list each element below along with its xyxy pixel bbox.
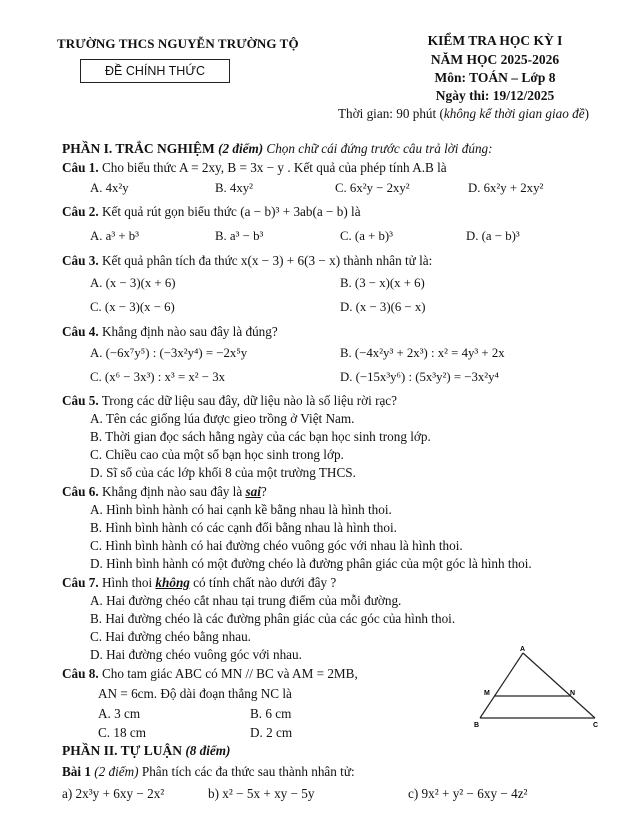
q3-label: Câu 3. bbox=[62, 253, 99, 268]
q8-option-b: B. 6 cm bbox=[250, 706, 292, 721]
school-year: NĂM HỌC 2025-2026 bbox=[430, 52, 560, 67]
bai1-heading bbox=[62, 764, 355, 780]
q6-label: Câu 6. bbox=[62, 484, 99, 499]
q5-option-c: C. Chiều cao của một số bạn học sinh trong lớp. bbox=[90, 447, 344, 462]
q4-option-c: C. (x⁶ − 3x³) : x³ = x² − 3x bbox=[90, 370, 226, 384]
q6-option-b: B. Hình bình hành có các cạnh đối bằng nhau là hình thoi. bbox=[90, 520, 397, 535]
subject: Môn: TOÁN – Lớp 8 bbox=[434, 70, 556, 85]
question-8 bbox=[62, 666, 358, 682]
q3-option-a: A. (x − 3)(x + 6) bbox=[90, 276, 176, 290]
side-ac bbox=[523, 653, 595, 718]
q3-text: Kết quả phân tích đa thức x(x − 3) + 6(3 − x) thành nhân tử là: bbox=[101, 253, 433, 268]
part2-points: (8 điểm) bbox=[185, 743, 231, 758]
q2-label: Câu 2. bbox=[62, 204, 99, 219]
q5-option-b: B. Thời gian đọc sách hằng ngày của các bạn học sinh trong lớp. bbox=[90, 429, 431, 444]
duration-text: Thời gian: 90 phút ( bbox=[338, 106, 444, 121]
q6-emphasis: sai bbox=[245, 484, 261, 499]
q1-text: Cho biểu thức A = 2xy, B = 3x − y . Kết quả của phép tính A.B là bbox=[101, 160, 447, 175]
part1-instruction: Chọn chữ cái đứng trước câu trả lời đúng: bbox=[266, 141, 493, 156]
q4-label: Câu 4. bbox=[62, 324, 99, 339]
question-2 bbox=[62, 204, 361, 220]
q7-option-b: B. Hai đường chéo là các đường phân giác của các góc của hình thoi. bbox=[90, 611, 456, 626]
q7-option-a: A. Hai đường chéo cắt nhau tại trung điểm của mỗi đường. bbox=[90, 593, 402, 608]
q7-option-d: D. Hai đường chéo vuông góc với nhau. bbox=[90, 647, 302, 662]
part1-points: (2 điểm) bbox=[218, 141, 264, 156]
bai1-points: (2 điểm) bbox=[94, 764, 139, 779]
exam-title: KIỂM TRA HỌC KỲ I bbox=[427, 33, 563, 48]
triangle-figure bbox=[470, 643, 610, 733]
q6-text-end: ? bbox=[260, 484, 267, 499]
bai1-item-b: b) x² − 5x + xy − 5y bbox=[208, 786, 315, 801]
q5-option-d: D. Sĩ số của các lớp khối 8 của một trường THCS. bbox=[90, 465, 356, 480]
q5-option-a: A. Tên các giống lúa được gieo trồng ở Việt Nam. bbox=[90, 411, 355, 426]
question-3 bbox=[62, 253, 432, 269]
q2-option-b: B. a³ − b³ bbox=[215, 229, 264, 243]
duration-note: không kể thời gian giao đề bbox=[443, 106, 585, 121]
q2-option-d: D. (a − b)³ bbox=[466, 229, 520, 243]
part2-title: PHẦN II. TỰ LUẬN bbox=[62, 743, 183, 758]
exam-duration bbox=[338, 106, 589, 122]
question-4 bbox=[62, 324, 278, 340]
q2-text: Kết quả rút gọn biểu thức (a − b)³ + 3ab(a − b) là bbox=[101, 204, 361, 219]
q1-label: Câu 1. bbox=[62, 160, 99, 175]
q1-option-b: B. 4xy² bbox=[215, 181, 253, 195]
side-ab bbox=[480, 653, 523, 718]
label-b: B bbox=[474, 722, 480, 729]
q7-text-end: có tính chất nào dưới đây ? bbox=[193, 575, 337, 590]
question-1 bbox=[62, 160, 447, 176]
q5-label: Câu 5. bbox=[62, 393, 99, 408]
q3-option-b: B. (3 − x)(x + 6) bbox=[340, 276, 425, 290]
q2-option-c: C. (a + b)³ bbox=[340, 229, 393, 243]
question-7 bbox=[62, 575, 336, 591]
question-6 bbox=[62, 484, 267, 500]
q8-option-c: C. 18 cm bbox=[98, 725, 146, 740]
q8-label: Câu 8. bbox=[62, 666, 99, 681]
q8-text: Cho tam giác ABC có MN // BC và AM = 2MB, bbox=[101, 666, 358, 681]
q8-option-d: D. 2 cm bbox=[250, 725, 293, 740]
bai1-label: Bài 1 bbox=[62, 764, 91, 779]
q1-option-a: A. 4x²y bbox=[90, 181, 129, 195]
q3-option-d: D. (x − 3)(6 − x) bbox=[340, 300, 426, 314]
label-n: N bbox=[570, 690, 576, 697]
bai1-text: Phân tích các đa thức sau thành nhân tử: bbox=[141, 764, 355, 779]
part1-title: PHẦN I. TRẮC NGHIỆM bbox=[62, 141, 215, 156]
part1-heading bbox=[62, 141, 493, 157]
q6-option-c: C. Hình bình hành có hai đường chéo vuông góc với nhau là hình thoi. bbox=[90, 538, 463, 553]
bai1-item-c: c) 9x² + y² − 6xy − 4z² bbox=[408, 786, 528, 801]
q1-option-d: D. 6x²y + 2xy² bbox=[468, 181, 544, 195]
q4-option-b: B. (−4x²y³ + 2x³) : x² = 4y³ + 2x bbox=[340, 346, 505, 360]
q6-option-d: D. Hình bình hành có một đường chéo là đường phân giác của một góc là hình thoi. bbox=[90, 556, 532, 571]
q7-emphasis: không bbox=[155, 575, 190, 590]
q6-text: Khẳng định nào sau đây là bbox=[101, 484, 243, 499]
exam-date: Ngày thi: 19/12/2025 bbox=[435, 88, 555, 103]
q4-option-a: A. (−6x⁷y⁵) : (−3x²y⁴) = −2x⁵y bbox=[90, 346, 248, 360]
duration-close: ) bbox=[584, 106, 589, 121]
q2-option-a: A. a³ + b³ bbox=[90, 229, 140, 243]
q8-text-line2: AN = 6cm. Độ dài đoạn thẳng NC là bbox=[98, 686, 292, 701]
school-name: TRƯỜNG THCS NGUYỄN TRƯỜNG TỘ bbox=[57, 36, 299, 51]
q7-text: Hình thoi bbox=[101, 575, 153, 590]
label-c: C bbox=[593, 722, 599, 729]
q4-text: Khẳng định nào sau đây là đúng? bbox=[101, 324, 278, 339]
label-a: A bbox=[520, 646, 526, 653]
q6-option-a: A. Hình bình hành có hai cạnh kề bằng nhau là hình thoi. bbox=[90, 502, 392, 517]
question-5 bbox=[62, 393, 397, 409]
q5-text: Trong các dữ liệu sau đây, dữ liệu nào là số liệu rời rạc? bbox=[101, 393, 398, 408]
part2-heading bbox=[62, 743, 230, 759]
q3-option-c: C. (x − 3)(x − 6) bbox=[90, 300, 175, 314]
q7-option-c: C. Hai đường chéo bằng nhau. bbox=[90, 629, 251, 644]
q4-option-d: D. (−15x³y⁶) : (5x³y²) = −3x²y⁴ bbox=[340, 370, 499, 384]
official-exam-label: ĐỀ CHÍNH THỨC bbox=[104, 64, 206, 78]
q7-label: Câu 7. bbox=[62, 575, 99, 590]
q1-option-c: C. 6x²y − 2xy² bbox=[335, 181, 410, 195]
q8-option-a: A. 3 cm bbox=[98, 706, 141, 721]
label-m: M bbox=[484, 690, 490, 697]
bai1-item-a: a) 2x³y + 6xy − 2x² bbox=[62, 786, 165, 801]
official-exam-box bbox=[80, 59, 230, 83]
